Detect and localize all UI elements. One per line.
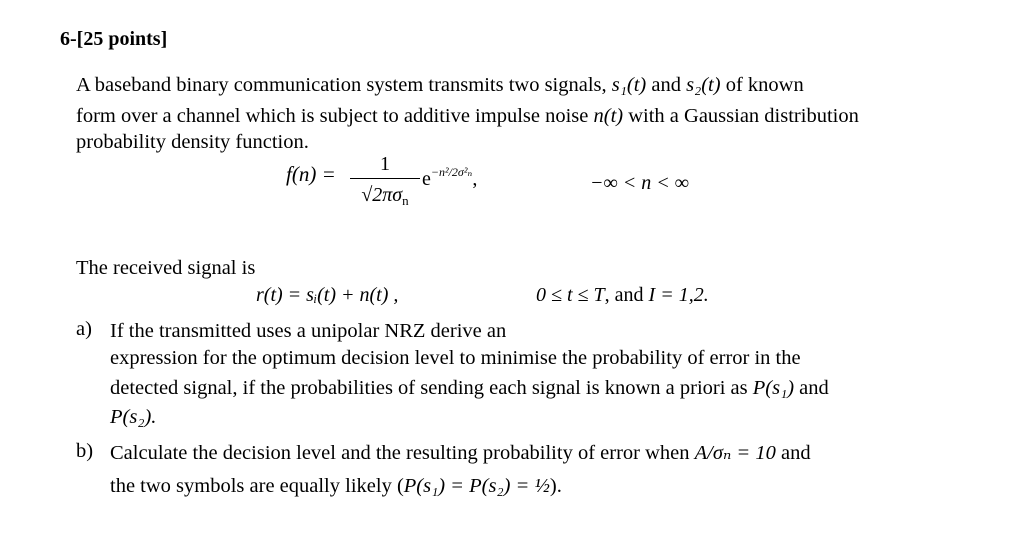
prob-s1: P(s₁) [752, 377, 795, 399]
time-range: 0 ≤ t ≤ T [536, 284, 605, 306]
received-condition [536, 284, 709, 307]
part-b-line-1 [110, 440, 811, 466]
received-equation: r(t) = sᵢ(t) + n(t) , [256, 284, 399, 306]
part-b-text: Calculate the decision level and the resulting probability of error when [110, 442, 690, 464]
snr-ratio: A/σₙ = 10 [694, 442, 776, 464]
pdf-lhs: f(n) = [286, 162, 336, 186]
part-a-label: a) [76, 318, 92, 340]
equal-prob: P(s₁) = P(s₂) = ½ [403, 475, 550, 497]
index-range: I = 1,2. [648, 284, 709, 306]
part-a-text: detected signal, if the probabilities of sending each signal is known a priori as [110, 377, 748, 399]
pdf-fraction [350, 152, 420, 209]
part-b-text: the two symbols are equally likely ( [110, 475, 404, 497]
condition-and: , and [604, 284, 644, 306]
pdf-exponential [422, 165, 477, 191]
exp-base: e [422, 168, 431, 190]
intro-text: with a Gaussian distribution [628, 105, 859, 127]
part-b-line-2 [110, 473, 562, 499]
signal-s1: s₁(t) [611, 74, 647, 96]
received-label: The received signal is [76, 257, 256, 279]
intro-and: and [651, 74, 681, 96]
intro-text: A baseband binary communication system transmits two signals, [76, 74, 607, 96]
intro-text: form over a channel which is subject to additive impulse noise [76, 105, 589, 127]
part-b-label: b) [76, 440, 94, 462]
intro-line-3: probability density function. [76, 131, 309, 153]
intro-line-2 [76, 103, 859, 129]
part-a-line-1: If the transmitted uses a unipolar NRZ derive an [110, 320, 507, 342]
exp-exponent: −n²/2σ²ₙ [430, 165, 473, 179]
part-a-and: and [799, 377, 829, 399]
part-a-line-2: expression for the optimum decision level to minimise the probability of error in the [110, 347, 801, 369]
pdf-numerator: 1 [380, 153, 390, 175]
signal-s2: s₂(t) [686, 74, 721, 96]
part-b-close: ). [549, 475, 562, 497]
question-heading: 6-[25 points] [60, 28, 168, 50]
intro-text: of known [725, 74, 804, 96]
pdf-denominator: $√2\pi\sigma_n$ [361, 184, 409, 208]
noise-nt: n(t) [593, 105, 624, 127]
exp-comma: , [472, 168, 478, 190]
prob-s2: P(s₂). [110, 406, 157, 428]
intro-line-1 [76, 72, 804, 98]
part-b-and: and [781, 442, 811, 464]
part-a-line-3 [110, 375, 829, 401]
pdf-range: −∞ < n < ∞ [590, 172, 690, 194]
fraction-bar [350, 178, 420, 179]
